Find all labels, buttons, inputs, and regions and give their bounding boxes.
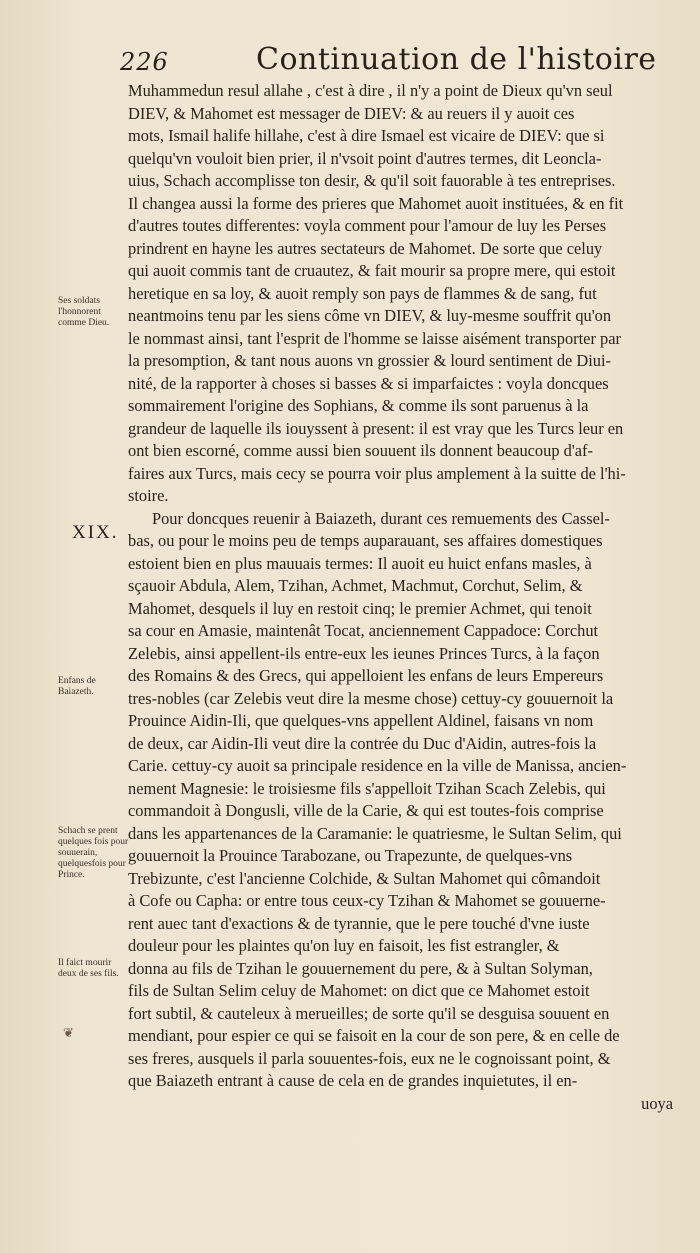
- text-line: sçauoir Abdula, Alem, Tzihan, Achmet, Machmut, Corchut, Selim, &: [128, 576, 583, 595]
- margin-note: Il faict mourir deux de ses fils.: [58, 958, 119, 979]
- text-line: que Baiazeth entrant à cause de cela en de grandes inquietutes, il en-: [128, 1071, 578, 1090]
- text-line: mendiant, pour espier ce qui se faisoit en la cour de son pere, & en celle de: [128, 1026, 620, 1045]
- text-line: bas, ou pour le moins peu de temps auparauant, ses affaires domestiques: [128, 531, 603, 550]
- text-line: nement Magnesie: le troisiesme fils s'appelloit Tzihan Scach Zelebis, qui: [128, 778, 606, 798]
- text-line: Prouince Aidin-Ili, que quelques-vns appellent Aldinel, faisans vn nom: [128, 711, 594, 730]
- text-line: tres-nobles (car Zelebis veut dire la mesme chose) cettuy-cy gouuernoit la: [128, 688, 614, 708]
- ornament-icon: ❦: [63, 1026, 74, 1041]
- text-line: grandeur de laquelle ils iouyssent à present: il est vray que les Turcs leur en: [128, 418, 624, 438]
- text-line: sommairement l'origine des Sophians, & comme ils sont paruenus à la: [128, 396, 589, 415]
- text-line: à Cofe ou Capha: or entre tous ceux-cy Tzihan & Mahomet se gouuerne-: [128, 891, 606, 910]
- text-line: prindrent en hayne les autres sectateurs de Mahomet. De sorte que celuy: [128, 238, 603, 258]
- text-line: donna au fils de Tzihan le gouuernement du pere, & à Sultan Solyman,: [128, 958, 593, 978]
- text-line: Il changea aussi la forme des prieres que Mahomet auoit instituées, & en fit: [128, 193, 624, 213]
- margin-note: Enfans de Baiazeth.: [58, 676, 96, 697]
- text-line: sa cour en Amasie, maintenât Tocat, anciennement Cappadoce: Corchut: [128, 621, 599, 640]
- page-header: [0, 40, 700, 80]
- page-number: 226: [120, 48, 169, 76]
- text-line: Mahomet, desquels il luy en restoit cinq; le premier Achmet, qui tenoit: [128, 598, 592, 618]
- text-line: gouuernoit la Prouince Tarabozane, ou Trapezunte, de quelques-vns: [128, 846, 573, 865]
- body-text: [128, 80, 683, 1115]
- text-line: douleur pour les plaintes qu'on luy en faisoit, les fist estrangler, &: [128, 936, 560, 955]
- catchword: uoya: [641, 1093, 673, 1113]
- text-line: stoire.: [128, 486, 169, 505]
- text-line: ont bien escorné, comme aussi bien souuent ils donnent beaucoup d'af-: [128, 441, 593, 460]
- text-line: le nommast ainsi, tant l'esprit de l'homme se laisse aisément transporter par: [128, 328, 621, 348]
- text-line: Carie. cettuy-cy auoit sa principale residence en la ville de Manissa, ancien-: [128, 756, 627, 775]
- text-line: Muhammedun resul allahe , c'est à dire , il n'y a point de Dieux qu'vn seul: [128, 81, 613, 100]
- text-line: uius, Schach accomplisse ton desir, & qu'il soit fauorable à tes entreprises.: [128, 171, 616, 190]
- text-line: neantmoins tenu par les siens côme vn DIEV, & luy-mesme souffrit qu'on: [128, 306, 612, 325]
- text-line: heretique en sa loy, & auoit remply son pays de flammes & de sang, fut: [128, 283, 597, 303]
- text-line: DIEV, & Mahomet est messager de DIEV: & au reuers il y auoit ces: [128, 103, 575, 123]
- text-line: nité, de la rapporter à choses si basses & si imparfaictes : voyla doncques: [128, 373, 609, 393]
- text-line: des Romains & des Grecs, qui appelloient les enfans de leurs Empereurs: [128, 666, 604, 685]
- text-line: Zelebis, ainsi appellent-ils entre-eux les ieunes Princes Turcs, à la façon: [128, 643, 600, 663]
- text-line: Trebizunte, c'est l'ancienne Colchide, & Sultan Mahomet qui cômandoit: [128, 868, 601, 888]
- margin-note: Ses soldats l'honnorent comme Dieu.: [58, 296, 110, 328]
- text-line: quelqu'vn vouloit bien prier, il n'vsoit point d'autres termes, dit Leoncla-: [128, 148, 602, 168]
- text-line: qui auoit commis tant de cruautez, & fait mourir sa propre mere, qui estoit: [128, 261, 616, 280]
- text-line: fils de Sultan Selim celuy de Mahomet: on dict que ce Mahomet estoit: [128, 981, 590, 1000]
- text-line: estoient bien en plus mauuais termes: Il auoit eu huict enfans masles, à: [128, 553, 592, 573]
- margin-note: Schach se prent quelques fois pour souuerain, quelquesfois pour Prince.: [58, 826, 129, 880]
- text-line: de deux, car Aidin-Ili veut dire la contrée du Duc d'Aidin, autres-fois la: [128, 733, 597, 753]
- text-line: commandoit à Dongusli, ville de la Carie, & qui est toutes-fois comprise: [128, 801, 604, 820]
- text-line: Pour doncques reuenir à Baiazeth, durant ces remuements des Cassel-: [152, 508, 610, 528]
- text-line: d'autres toutes differentes: voyla comment pour l'amour de luy les Perses: [128, 216, 607, 235]
- text-line: faires aux Turcs, mais cecy se pourra voir plus amplement à la suitte de l'hi-: [128, 463, 626, 483]
- text-line: la presomption, & tant nous auons vn grossier & lourd sentiment de Diui-: [128, 351, 612, 370]
- text-line: mots, Ismail halife hillahe, c'est à dire Ismael est vicaire de DIEV: que si: [128, 126, 605, 145]
- text-line: dans les appartenances de la Caramanie: le quatriesme, le Sultan Selim, qui: [128, 823, 622, 843]
- text-line: fort subtil, & cauteleux à merueilles; de sorte qu'il se desguisa souuent en: [128, 1003, 610, 1023]
- running-title: Continuation de l'histoire: [256, 42, 657, 77]
- text-line: ses freres, ausquels il parla souuentes-fois, eux ne le cognoissant point, &: [128, 1048, 611, 1068]
- section-marker: XIX.: [72, 522, 119, 543]
- text-line: rent auec tant d'exactions & de tyrannie, que le pere touché d'vne iuste: [128, 913, 590, 933]
